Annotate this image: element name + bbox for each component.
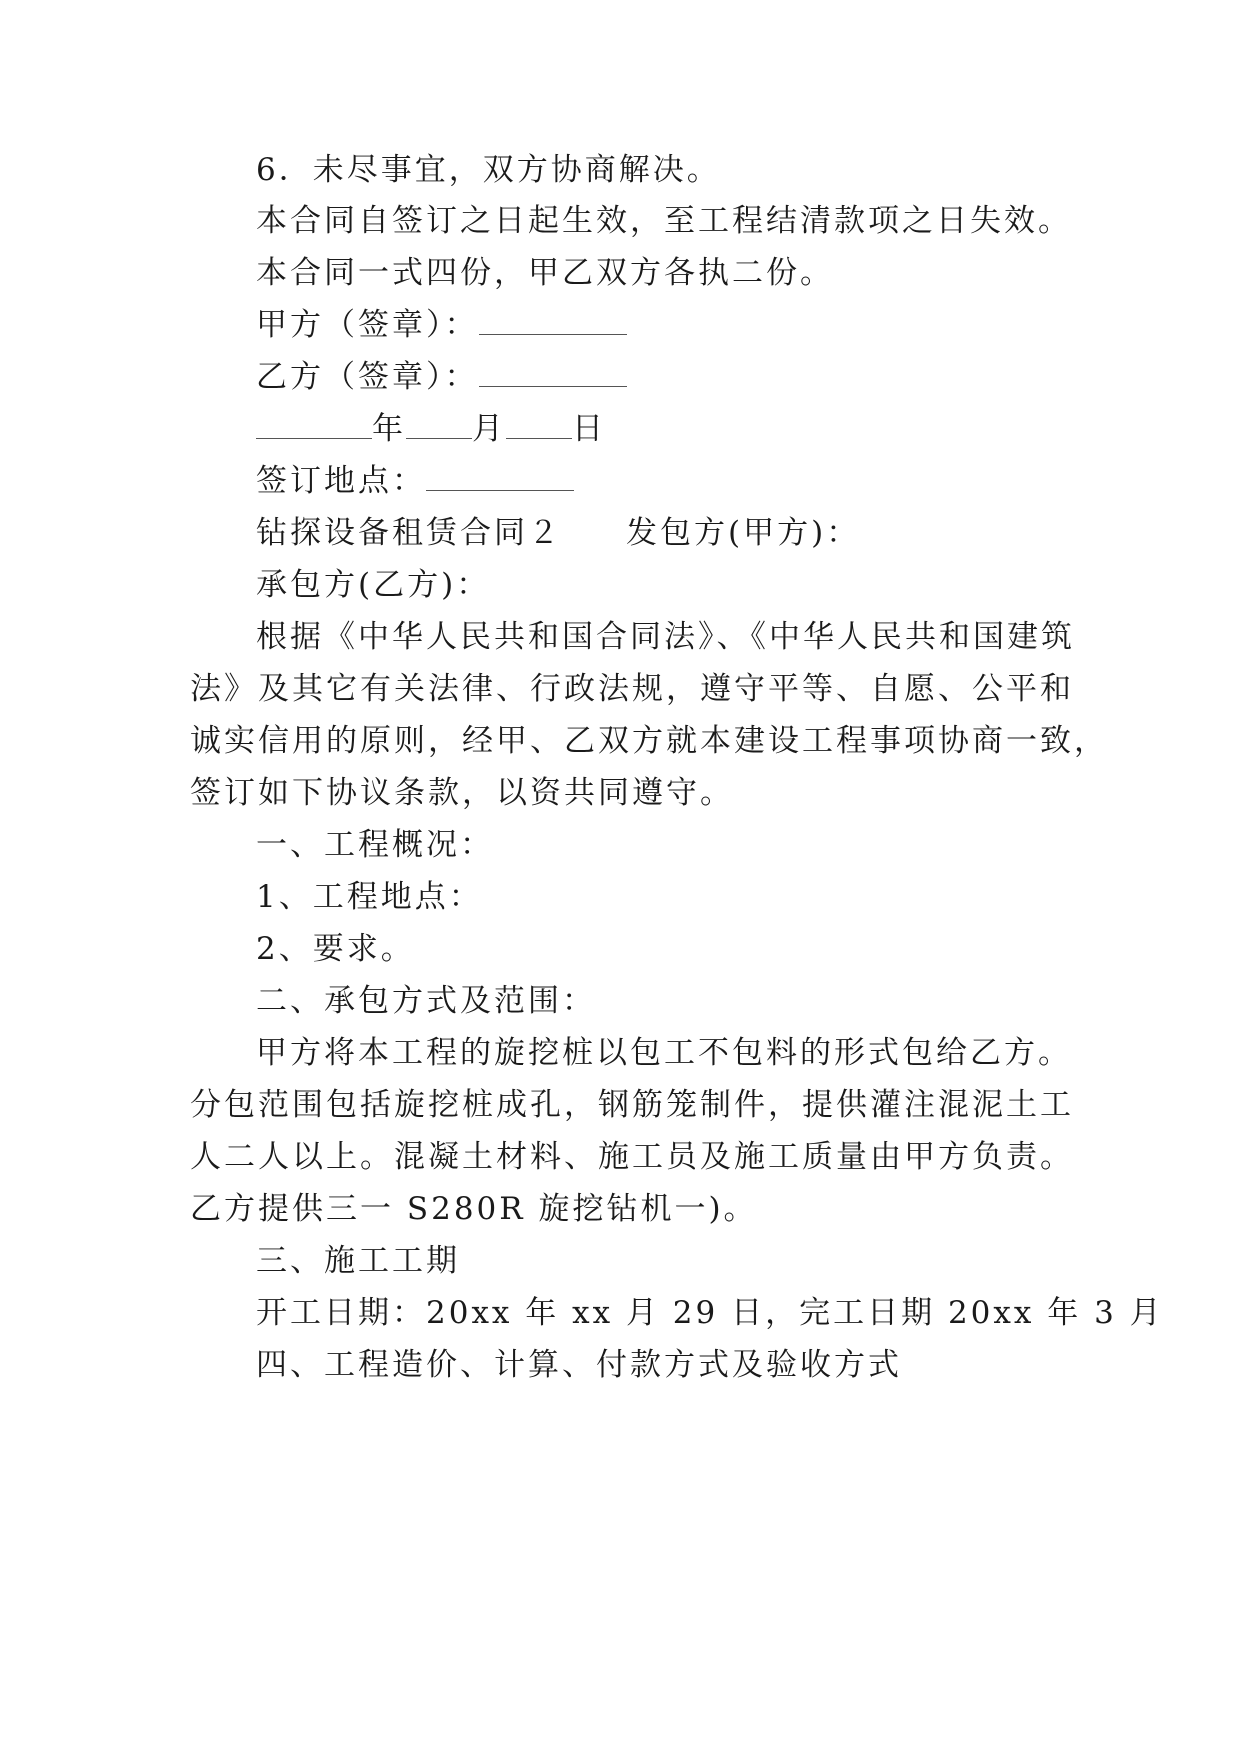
party-b-blank xyxy=(479,360,627,387)
day-label: 日 xyxy=(572,411,606,447)
contract-title: 钻探设备租赁合同２ xyxy=(256,515,562,551)
project-location: 1、工程地点： xyxy=(256,879,483,915)
scope-line-1: 甲方将本工程的旋挖桩以包工不包料的形式包给乙方。 xyxy=(256,1035,1072,1071)
section-4-heading: 四、工程造价、计算、付款方式及验收方式 xyxy=(256,1347,902,1383)
party-a-signature xyxy=(256,305,627,345)
contractor-label: 承包方(乙方)： xyxy=(256,567,491,603)
section-3-heading: 三、施工工期 xyxy=(256,1243,460,1279)
day-blank xyxy=(506,412,572,439)
scope-line-4: 乙方提供三一 S280R 旋挖钻机一)。 xyxy=(190,1191,758,1227)
signing-place xyxy=(256,461,574,501)
section-2-heading: 二、承包方式及范围： xyxy=(256,983,596,1019)
basis-line-1: 根据《中华人民共和国合同法》、《中华人民共和国建筑 xyxy=(256,619,1075,655)
scope-line-2: 分包范围包括旋挖桩成孔，钢筋笼制件，提供灌注混泥土工 xyxy=(190,1087,1074,1123)
party-a-blank xyxy=(479,308,627,335)
copies-clause: 本合同一式四份，甲乙双方各执二份。 xyxy=(256,255,834,291)
signing-place-label: 签订地点： xyxy=(256,463,426,499)
party-a-label: 甲方（签章）： xyxy=(256,307,479,343)
requirements: 2、要求。 xyxy=(256,931,415,967)
signing-place-blank xyxy=(426,464,574,491)
year-label: 年 xyxy=(372,411,406,447)
schedule-dates: 开工日期：20xx 年 xx 月 29 日，完工日期 20xx 年 3 月 xyxy=(256,1295,1164,1331)
clause-6: 6．未尽事宜，双方协商解决。 xyxy=(256,152,721,188)
party-b-label: 乙方（签章）： xyxy=(256,359,479,395)
year-blank xyxy=(256,412,372,439)
contract-title-line xyxy=(256,513,860,553)
basis-line-3: 诚实信用的原则，经甲、乙双方就本建设工程事项协商一致， xyxy=(190,723,1108,759)
basis-line-2: 法》及其它有关法律、行政法规，遵守平等、自愿、公平和 xyxy=(190,671,1074,707)
effective-clause: 本合同自签订之日起生效，至工程结清款项之日失效。 xyxy=(256,203,1072,239)
party-b-signature xyxy=(256,357,627,397)
basis-line-4: 签订如下协议条款，以资共同遵守。 xyxy=(190,775,734,811)
month-label: 月 xyxy=(472,411,506,447)
date-line xyxy=(256,409,606,449)
month-blank xyxy=(406,412,472,439)
section-1-heading: 一、工程概况： xyxy=(256,827,494,863)
employer-label: 发包方(甲方)： xyxy=(626,515,861,551)
scope-line-3: 人二人以上。混凝土材料、施工员及施工质量由甲方负责。 xyxy=(190,1139,1074,1175)
